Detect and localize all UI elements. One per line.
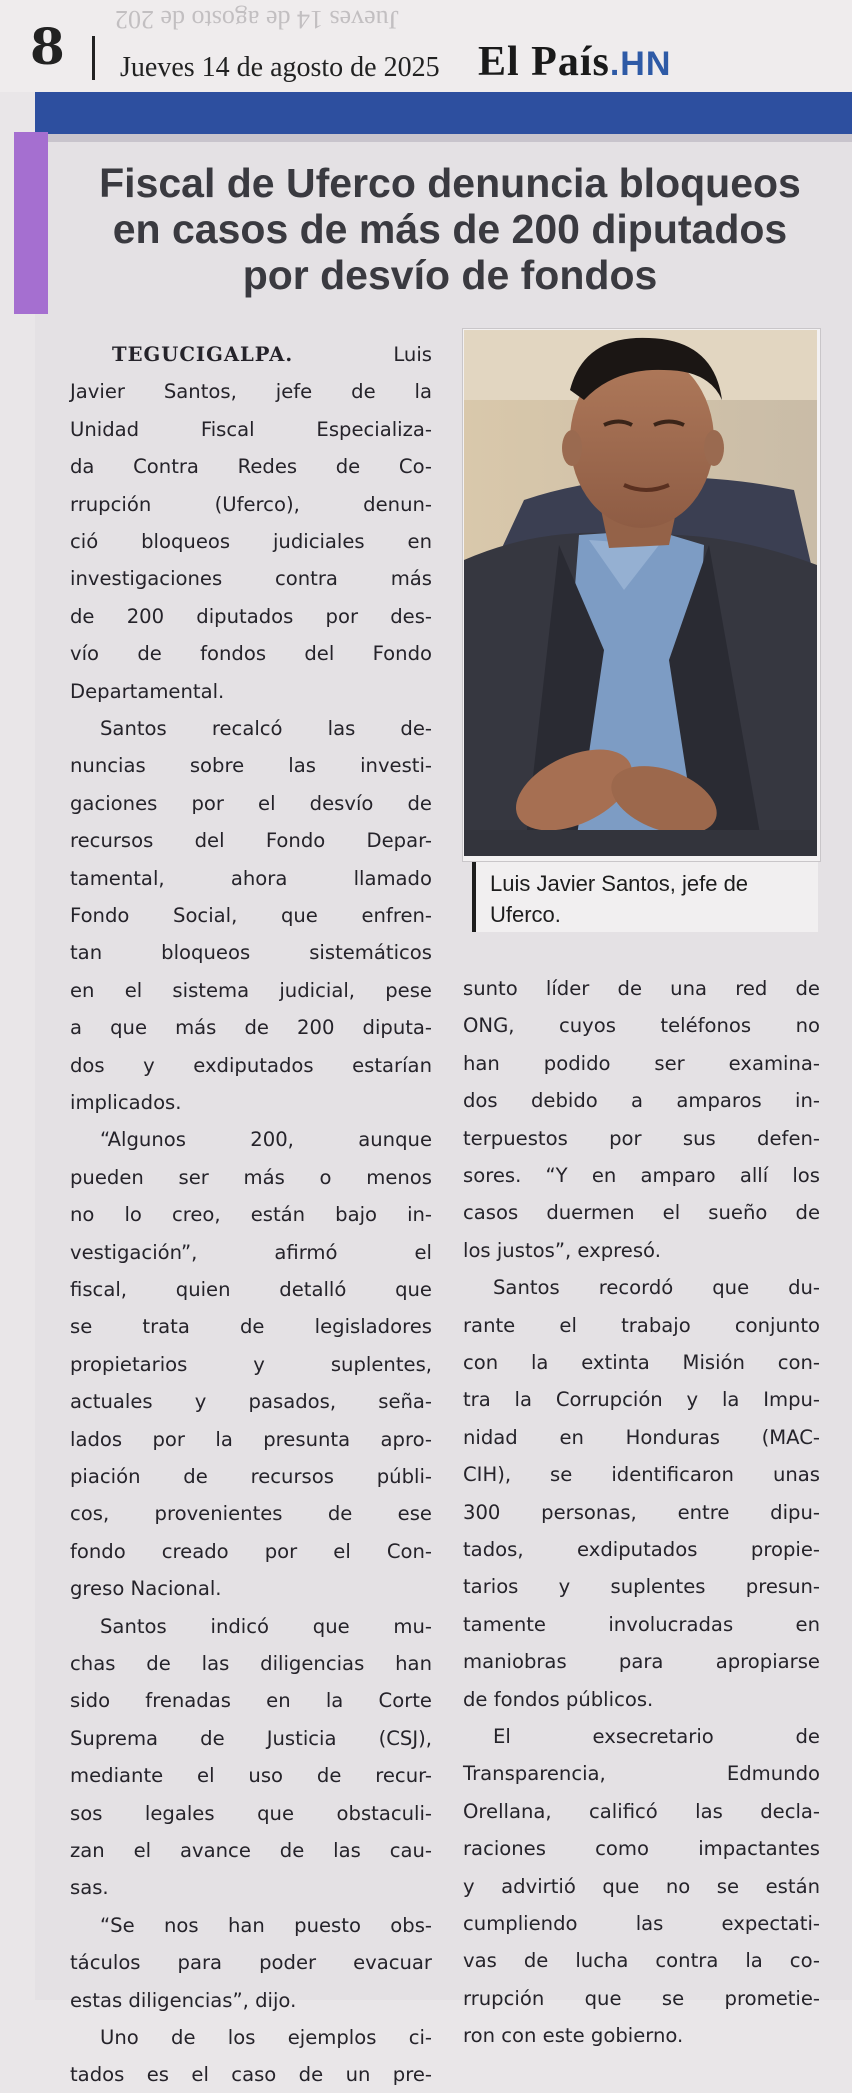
article-text-line: propietarios y suplentes,	[70, 1352, 432, 1376]
article-text-line: lados por la presunta apro-	[70, 1427, 432, 1451]
article-text-line: vío de fondos del Fondo	[70, 642, 432, 666]
article-text-line: sunto líder de una red de	[463, 977, 820, 1000]
article-text-line: greso Nacional.	[70, 1577, 222, 1601]
article-text-line: los justos”, expresó.	[463, 1238, 661, 1262]
accent-tab	[14, 132, 48, 314]
article-text-line: chas de las diligencias han	[70, 1652, 432, 1675]
article-text-line: no lo creo, están bajo in-	[70, 1203, 432, 1227]
newspaper-logo	[478, 38, 671, 86]
page-masthead	[0, 0, 852, 92]
article-text-line: “Algunos 200, aunque	[100, 1128, 432, 1152]
issue-date: Jueves 14 de agosto de 2025	[120, 52, 440, 83]
article-text-line: sos legales que obstaculi-	[70, 1801, 432, 1825]
article-text-line: “Se nos han puesto obs-	[100, 1913, 432, 1937]
article-text-line: de fondos públicos.	[463, 1687, 654, 1711]
headline-line: por desvío de fondos	[242, 252, 658, 298]
article-text-line: pueden ser más o menos	[70, 1165, 432, 1189]
article-text-line: investigaciones contra más	[70, 567, 432, 591]
article-text-line: Javier Santos, jefe de la	[70, 380, 432, 404]
article-text-line: casos duermen el sueño de	[463, 1201, 820, 1225]
article-text-line: maniobras para apropiarse	[463, 1650, 820, 1674]
article-text-line: implicados.	[70, 1091, 182, 1114]
article-text-line: con la extinta Misión con-	[463, 1351, 820, 1374]
article-text-line: Uno de los ejemplos ci-	[100, 2026, 432, 2049]
headline-line: en casos de más de 200 diputados	[112, 206, 788, 252]
photo-caption	[472, 862, 818, 932]
article-text-line: tra la Corrupción y la Impu-	[463, 1388, 820, 1412]
bleed-through-date: Jueves 14 de agosto de 202	[115, 5, 399, 34]
page-number: 8	[30, 17, 65, 76]
article-text-line: actuales y pasados, seña-	[70, 1390, 432, 1414]
article-text-line: Unidad Fiscal Especializa-	[70, 417, 432, 441]
article-text-line: Departamental.	[70, 679, 225, 703]
section-band-shadow	[35, 134, 852, 142]
article-text-line: Santos recordó que du-	[493, 1276, 820, 1300]
article-text-line: piación de recursos públi-	[70, 1465, 432, 1488]
article-text-line: Transparencia, Edmundo	[463, 1762, 820, 1786]
article-text-line: rrupción que se prometie-	[463, 1986, 820, 2010]
article-text-line: gaciones por el desvío de	[70, 791, 432, 815]
article-text-line: y advirtió que no se están	[463, 1874, 820, 1898]
article-text-line: tados es el caso de un pre-	[70, 2063, 432, 2087]
article-text-line: tamente involucradas en	[463, 1612, 820, 1636]
article-text-line: tados, exdiputados propie-	[463, 1538, 820, 1561]
article-text-line: 300 personas, entre dipu-	[463, 1500, 820, 1524]
article-text-line: ron con este gobierno.	[463, 2024, 684, 2048]
article-text-line: tarios y suplentes presun-	[463, 1575, 820, 1599]
article-text-line: Santos recalcó las de-	[100, 717, 432, 740]
article-text-line: táculos para poder evacuar	[70, 1951, 432, 1975]
section-band	[35, 92, 852, 134]
article-text-line: cos, provenientes de ese	[70, 1502, 432, 1526]
article-text-line: dos debido a amparos in-	[463, 1089, 820, 1113]
article-text-line: han podido ser examina-	[463, 1051, 820, 1075]
article-text-line: ció bloqueos judiciales en	[70, 530, 432, 553]
article-text-line: a que más de 200 diputa-	[70, 1016, 432, 1040]
article-headline	[60, 160, 840, 298]
article-text-line: Orellana, calificó las decla-	[463, 1799, 820, 1823]
article-text-line: rante el trabajo conjunto	[463, 1313, 820, 1337]
article-text-line: cumpliendo las expectati-	[463, 1912, 820, 1935]
caption-line: Luis Javier Santos, jefe de	[490, 871, 749, 896]
brand-name: El País	[478, 39, 610, 85]
article-text-line: Fondo Social, que enfren-	[70, 904, 432, 927]
portrait-photo	[464, 330, 817, 856]
article-text-line: sido frenadas en la Corte	[70, 1689, 432, 1713]
article-text-line: fiscal, quien detalló que	[70, 1278, 432, 1301]
article-text-line: sas.	[70, 1876, 109, 1900]
article-text-line	[112, 336, 432, 373]
article-text-line: nuncias sobre las investi-	[70, 754, 432, 778]
portrait-illustration	[464, 330, 817, 856]
article-text-line: fondo creado por el Con-	[70, 1539, 432, 1563]
article-text-line: de 200 diputados por des-	[70, 604, 432, 628]
article-text-line: estas diligencias”, dijo.	[70, 1988, 297, 2012]
article-text-line: dos y exdiputados estarían	[70, 1053, 432, 1077]
article-text-line: terpuestos por sus defen-	[463, 1126, 820, 1150]
article-text-line: vestigación”, afirmó el	[70, 1240, 432, 1264]
article-text-line: ONG, cuyos teléfonos no	[463, 1014, 820, 1038]
article-text-line: zan el avance de las cau-	[70, 1839, 432, 1862]
article-text-line: recursos del Fondo Depar-	[70, 829, 432, 853]
article-text-line: vas de lucha contra la co-	[463, 1949, 820, 1973]
article-text-line: raciones como impactantes	[463, 1837, 820, 1861]
caption-line: Uferco.	[490, 902, 561, 927]
article-text-line: da Contra Redes de Co-	[70, 455, 432, 479]
article-text-line: CIH), se identificaron unas	[463, 1463, 820, 1487]
article-text-line: Santos indicó que mu-	[100, 1614, 432, 1638]
article-text-line: rrupción (Uferco), denun-	[70, 492, 432, 516]
headline-line: Fiscal de Uferco denuncia bloqueos	[99, 160, 801, 206]
article-text-line: sores. “Y en amparo allí los	[463, 1164, 820, 1187]
article-text-line: Suprema de Justicia (CSJ),	[70, 1726, 432, 1750]
article-text-line: tamental, ahora llamado	[70, 866, 432, 890]
article-text-line: mediante el uso de recur-	[70, 1764, 432, 1788]
article-text-line: El exsecretario de	[493, 1725, 820, 1748]
article-text-line: tan bloqueos sistemáticos	[70, 941, 432, 965]
article-text-fragment: Luis	[293, 343, 432, 366]
article-dateline: TEGUCIGALPA.	[112, 343, 294, 366]
header-divider	[92, 36, 95, 80]
article-text-line: en el sistema judicial, pese	[70, 978, 432, 1002]
article-text-line: nidad en Honduras (MAC-	[463, 1425, 820, 1449]
brand-suffix: .HN	[609, 45, 672, 83]
article-text-line: se trata de legisladores	[70, 1315, 432, 1339]
